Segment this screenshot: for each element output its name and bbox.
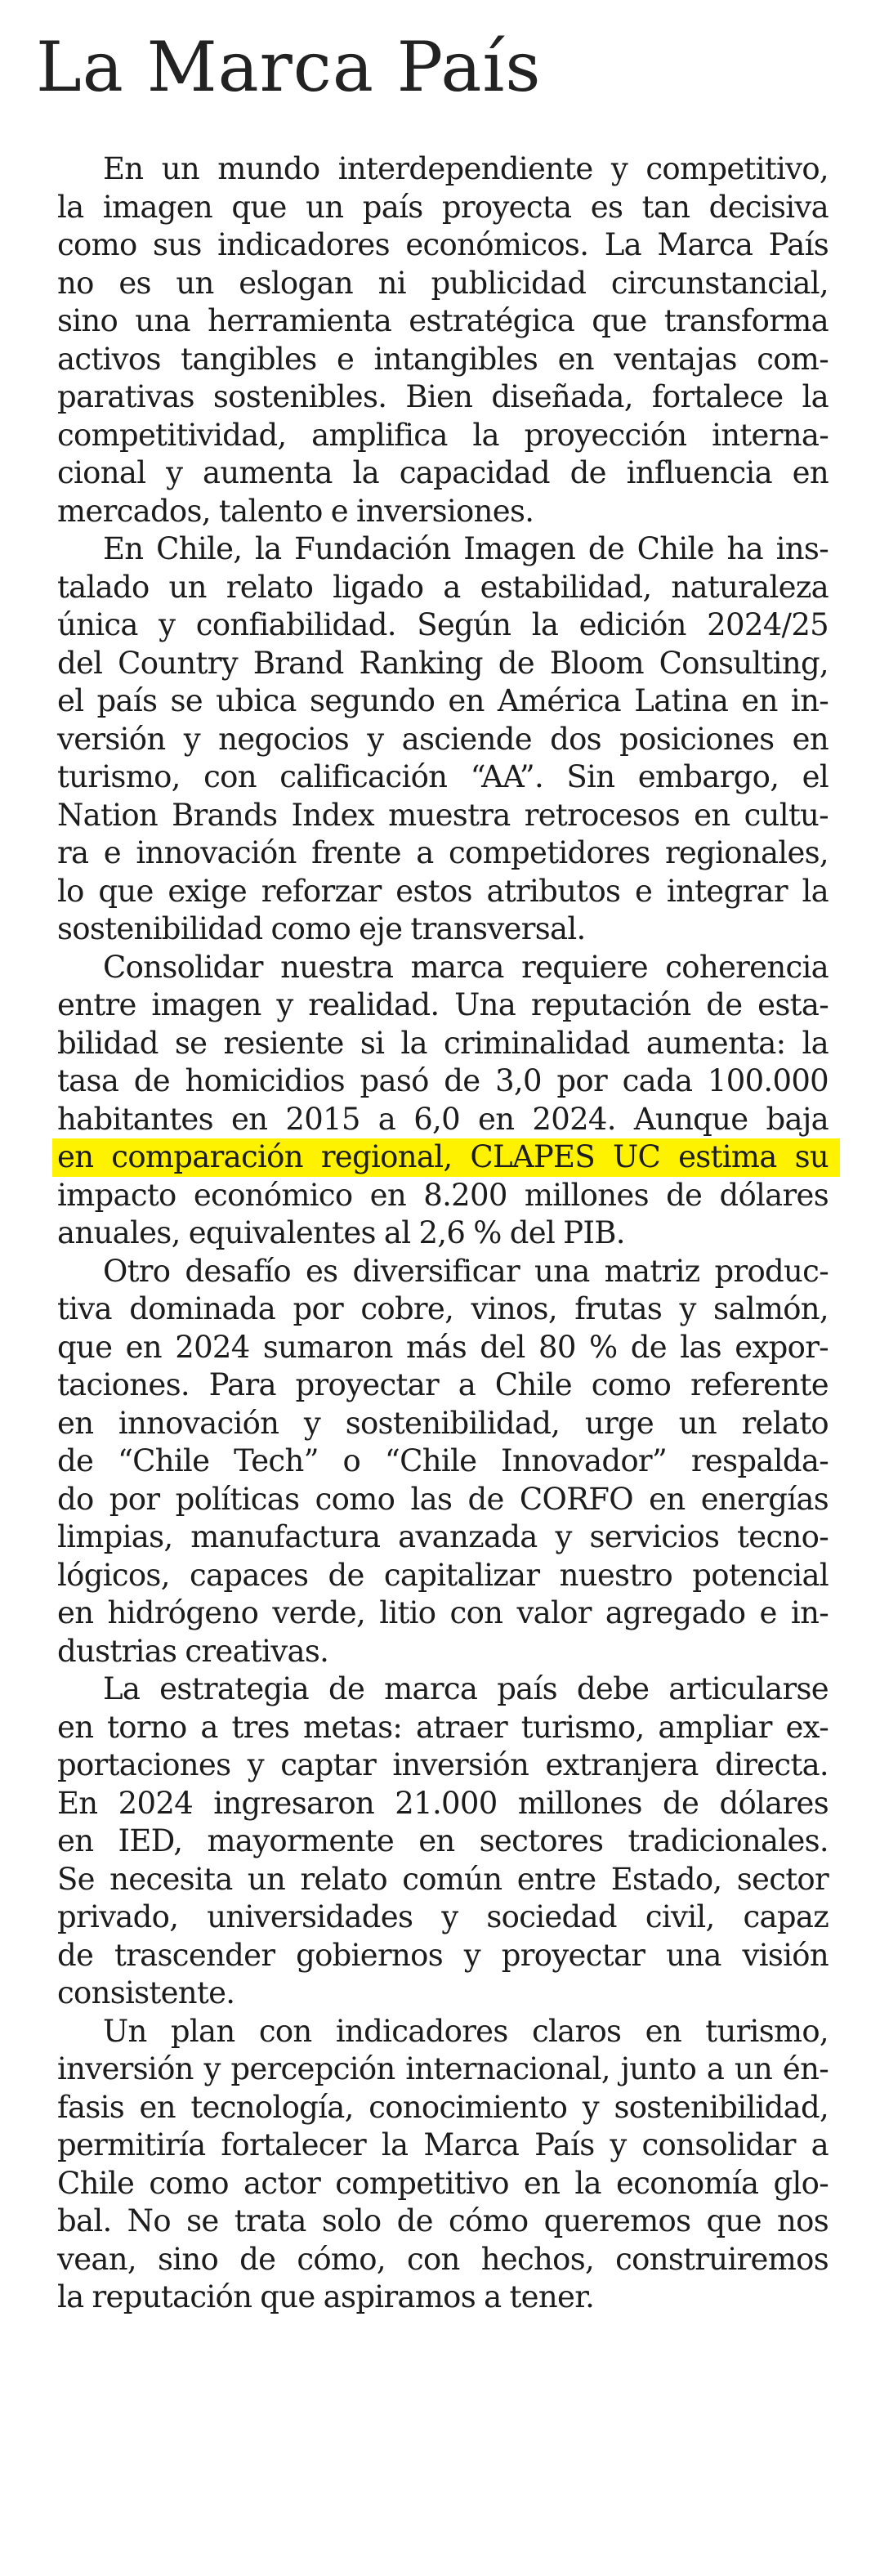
text-line: inversión y percepción internacional, junto a un én- [57, 2051, 829, 2086]
text-line: mercados, talento e inversiones. [57, 493, 534, 529]
text-line: de trascender gobiernos y proyectar una visión [57, 1937, 829, 1973]
text-line: en IED, mayormente en sectores tradicionales. [57, 1823, 829, 1858]
text-line: Nation Brands Index muestra retrocesos en cultu- [57, 797, 829, 833]
text-line: fasis en tecnología, conocimiento y sostenibilidad, [57, 2089, 829, 2125]
text-line: En 2024 ingresaron 21.000 millones de dólares [57, 1785, 829, 1821]
text-line: que en 2024 sumaron más del 80 % de las expor- [57, 1329, 829, 1365]
text-line: portaciones y captar inversión extranjera directa. [57, 1747, 829, 1782]
text-line: ra e innovación frente a competidores regionales, [57, 835, 829, 870]
text-line: la reputación que aspiramos a tener. [57, 2279, 595, 2314]
text-line: En Chile, la Fundación Imagen de Chile ha ins- [103, 531, 829, 566]
article-title: La Marca País [36, 27, 542, 107]
text-line: vean, sino de cómo, con hechos, construiremos [57, 2241, 829, 2277]
text-line: talado un relato ligado a estabilidad, naturaleza [57, 569, 829, 605]
text-line: dustrias creativas. [57, 1633, 329, 1669]
text-line: do por políticas como las de CORFO en energías [57, 1481, 829, 1517]
text-line: en torno a tres metas: atraer turismo, ampliar ex- [57, 1709, 829, 1745]
text-line: parativas sostenibles. Bien diseñada, fortalece la [57, 379, 829, 414]
text-line: privado, universidades y sociedad civil, capaz [57, 1899, 829, 1934]
paragraph-5 [57, 1670, 829, 2013]
text-line: Chile como actor competitivo en la economía glo- [57, 2165, 829, 2201]
text-line: habitantes en 2015 a 6,0 en 2024. Aunque baja [57, 1101, 829, 1137]
text-line: en innovación y sostenibilidad, urge un relato [57, 1405, 829, 1441]
text-line: competitividad, amplifica la proyección interna- [57, 417, 829, 453]
text-line: sostenibilidad como eje transversal. [57, 911, 586, 946]
text-line: taciones. Para proyectar a Chile como referente [57, 1367, 829, 1402]
text-line: cional y aumenta la capacidad de influencia en [57, 455, 829, 490]
text-line: no es un eslogan ni publicidad circunstancial, [57, 265, 829, 301]
text-line: la imagen que un país proyecta es tan decisiva [57, 189, 829, 225]
text-line: limpias, manufactura avanzada y servicios tecno- [57, 1519, 829, 1554]
text-line: Consolidar nuestra marca requiere coherencia [103, 949, 829, 985]
text-line: bal. No se trata solo de cómo queremos que nos [57, 2203, 829, 2238]
text-line: tasa de homicidios pasó de 3,0 por cada 100.000 [57, 1063, 829, 1098]
text-line: sino una herramienta estratégica que transforma [57, 303, 829, 338]
text-line: bilidad se resiente si la criminalidad aumenta: la [57, 1025, 829, 1061]
paragraph-3 [57, 949, 829, 1253]
paragraph-2 [57, 530, 829, 949]
text-line: turismo, con calificación “AA”. Sin embargo, el [57, 759, 829, 794]
text-line: activos tangibles e intangibles en ventajas com- [57, 341, 829, 377]
text-line: lógicos, capaces de capitalizar nuestro potencial [57, 1557, 829, 1593]
paragraph-6 [57, 2013, 829, 2317]
text-line: el país se ubica segundo en América Latina en in- [57, 683, 829, 718]
text-line: de “Chile Tech” o “Chile Innovador” respalda- [57, 1443, 829, 1478]
text-line: permitiría fortalecer la Marca País y consolidar a [57, 2127, 829, 2162]
text-line: del Country Brand Ranking de Bloom Consulting, [57, 645, 829, 681]
text-line: Se necesita un relato común entre Estado, sector [57, 1861, 829, 1897]
text-line: anuales, equivalentes al 2,6 % del PIB. [57, 1215, 625, 1250]
text-line: En un mundo interdependiente y competitivo, [103, 151, 829, 186]
article-body [57, 150, 829, 2317]
text-line: versión y negocios y asciende dos posiciones en [57, 721, 829, 757]
highlighted-text-line: en comparación regional, CLAPES UC estima su [52, 1138, 840, 1177]
text-line: tiva dominada por cobre, vinos, frutas y salmón, [57, 1291, 829, 1326]
paragraph-4 [57, 1253, 829, 1671]
text-line: Otro desafío es diversificar una matriz produc- [103, 1253, 829, 1289]
text-line: lo que exige reforzar estos atributos e integrar la [57, 873, 829, 909]
text-line: como sus indicadores económicos. La Marca País [57, 227, 829, 262]
text-line: Un plan con indicadores claros en turismo, [103, 2013, 829, 2049]
text-line: única y confiabilidad. Según la edición 2024/25 [57, 607, 829, 642]
text-line: en hidrógeno verde, litio con valor agregado e in- [57, 1595, 829, 1630]
text-line: impacto económico en 8.200 millones de dólares [57, 1177, 829, 1213]
paragraph-1 [57, 150, 829, 530]
text-line: consistente. [57, 1975, 235, 2010]
text-line: La estrategia de marca país debe articularse [103, 1671, 829, 1706]
text-line: entre imagen y realidad. Una reputación de esta- [57, 987, 829, 1022]
